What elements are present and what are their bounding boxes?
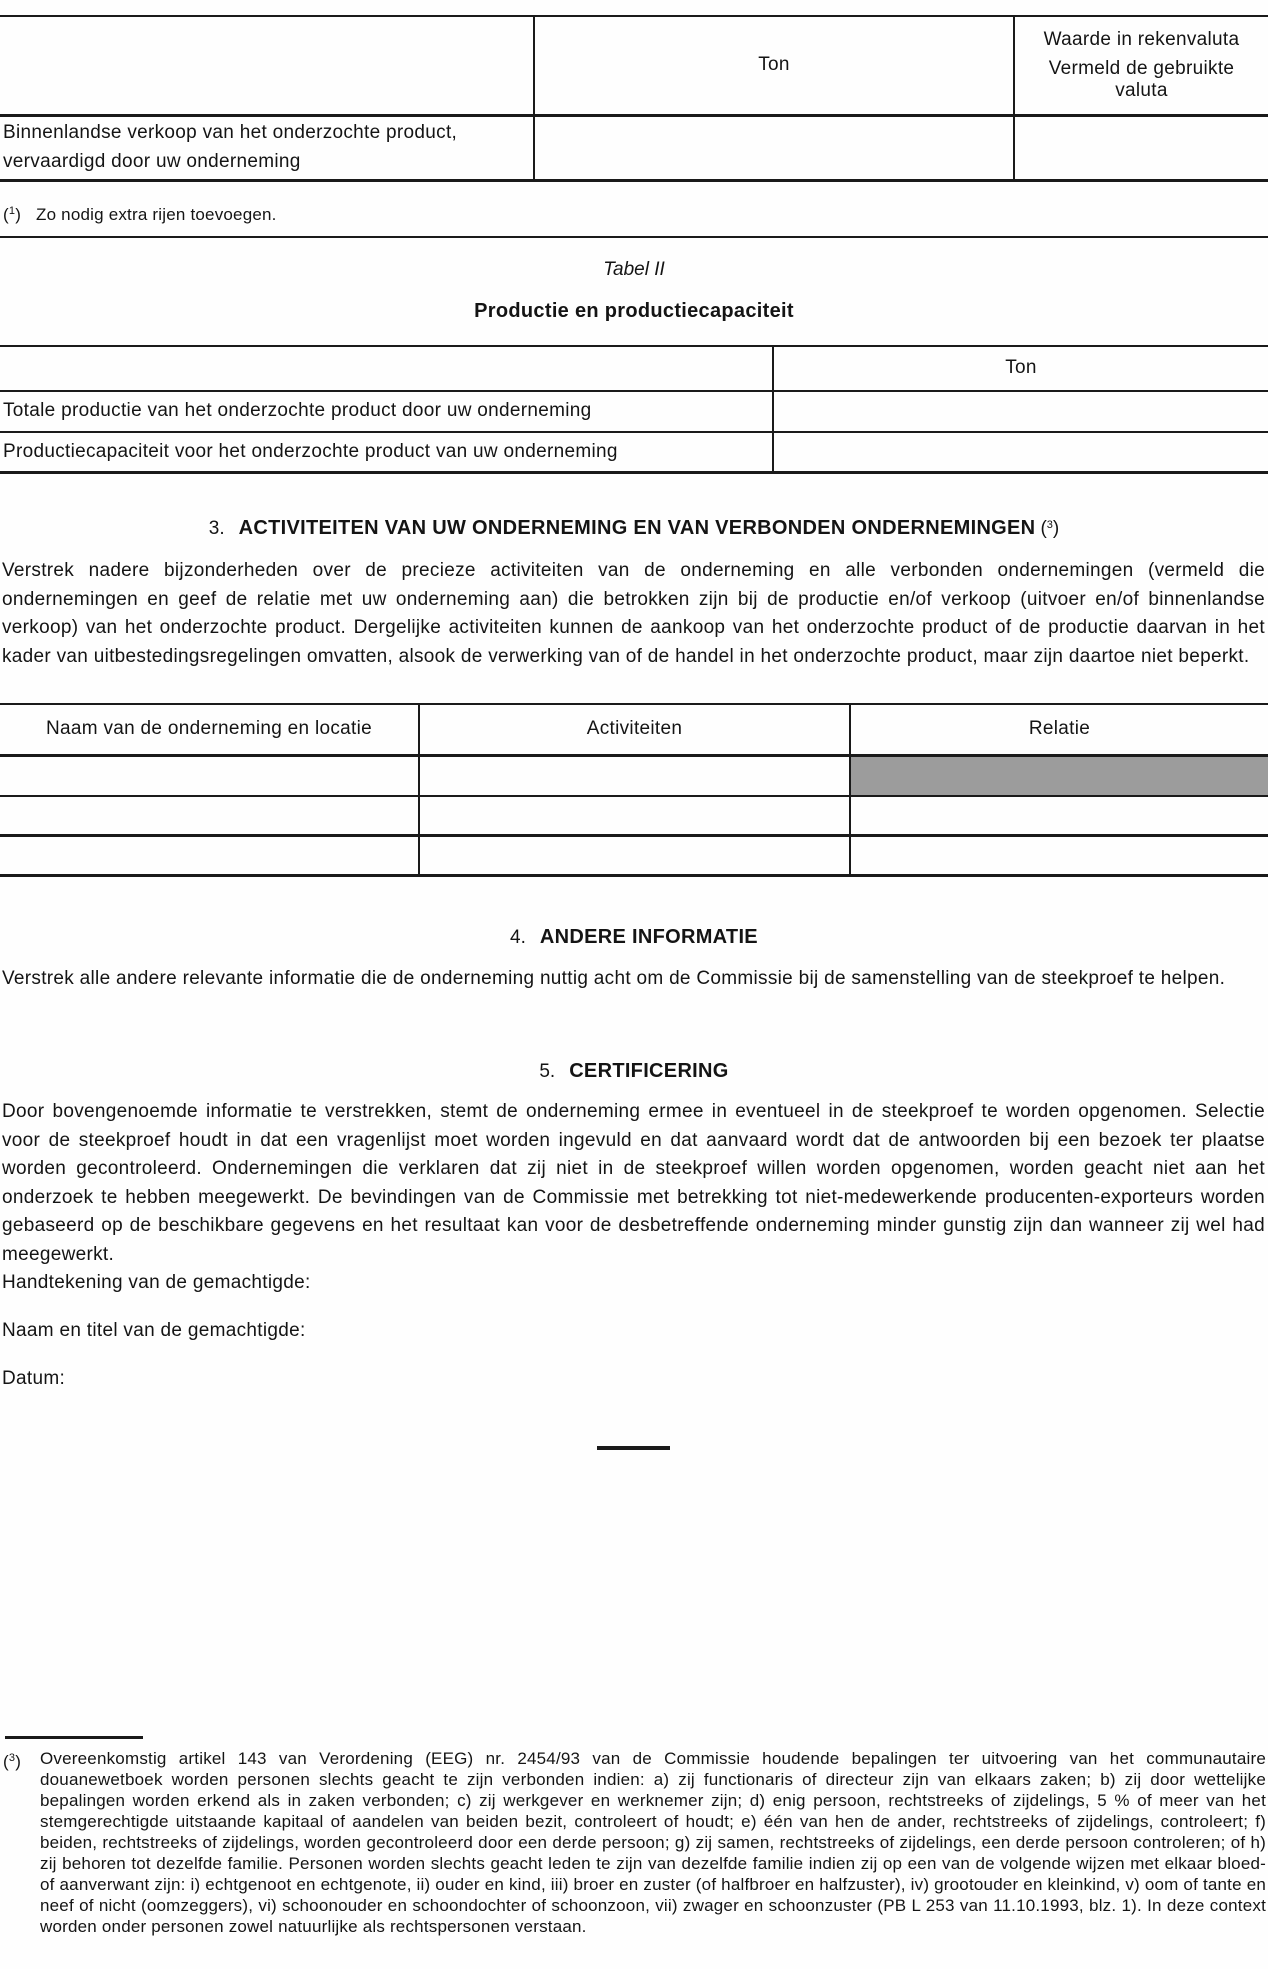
related-header-name: Naam van de onderneming en locatie xyxy=(45,718,372,740)
section4-number: 4. xyxy=(510,927,526,948)
sales-row-ton-cell xyxy=(533,117,1013,179)
production-row-total xyxy=(0,392,1268,433)
related-table-header-row xyxy=(0,705,1268,757)
table1-footnote xyxy=(3,201,277,225)
production-row-capacity xyxy=(0,433,1268,474)
related-table-row-2 xyxy=(0,797,1268,837)
sales-row-value-cell xyxy=(1013,117,1268,179)
section4-heading xyxy=(0,926,1268,949)
related-row3-name-cell xyxy=(0,837,418,874)
footnote-separator-rule xyxy=(5,1736,143,1739)
related-row2-relation-cell xyxy=(849,797,1268,834)
section3-footnote-ref: ($^3$) xyxy=(1040,518,1060,539)
related-companies-table xyxy=(0,703,1268,877)
value-header-line1: Waarde in rekenvaluta xyxy=(1043,29,1240,50)
sales-table xyxy=(0,15,1268,182)
value-header-line2: Vermeld de gebruikte valuta xyxy=(1048,58,1235,101)
section3-paragraph: Verstrek nadere bijzonderheden over de precieze activiteiten van de onderneming en alle verbonden ondernemingen (vermeld die ondernemingen en geef de relatie met uw onderneming aan) die betrokken zijn bij de productie en/of verkoop (uitvoer en/of binnenlandse verkoop) van het onderzochte product. Dergelijke activiteiten kunnen de aankoop van het onderzochte product of de productie daarvan in het kader van uitbestedingsregelingen omvatten, alsook de verwerking van of de handel in het onderzochte product, maar zijn daartoe niet beperkt. xyxy=(2,560,1265,667)
related-header-relation: Relatie xyxy=(849,705,1268,754)
related-row3-activities-cell xyxy=(418,837,849,874)
footnote1-text: Zo nodig extra rijen toevoegen. xyxy=(36,205,277,224)
related-row2-activities-cell xyxy=(418,797,849,834)
production-table xyxy=(0,345,1268,474)
production-row-capacity-value-cell xyxy=(772,433,1268,471)
section5-number: 5. xyxy=(539,1061,556,1082)
production-table-header-row xyxy=(0,347,1268,392)
sales-table-header-row xyxy=(0,17,1268,117)
footnote3-text: Overeenkomstig artikel 143 van Verordening (EEG) nr. 2454/93 van de Commissie houdende bepalingen ter uitvoering van het communautaire douanewetboek worden personen slechts geacht te zijn verbonden indien: a) zij functionaris of directeur zijn van elkaars zaken; b) zij door wettelijke bepalingen worden erkend als in zaken verbonden; c) zij werkgever en werknemer zijn; d) enig persoon, rechtstreeks of zijdelings, 5 % of meer van het stemgerechtigde uitstaande kapitaal of aandelen van beiden bezit, controleert of houdt; e) één van hen de ander, rechtstreeks of zijdelings, controleert; f) beiden, rechtstreeks of zijdelings, worden gecontroleerd door een derde persoon; g) zij samen, rechtstreeks of zijdelings, een derde persoon controleren; of h) zij behoren tot dezelfde familie. Personen worden slechts geacht leden te zijn van dezelfde familie indien zij op een van de volgende wijzen met elkaar bloed- of aanverwant zijn: i) echtgenoot en echtgenote, ii) ouder en kind, iii) broer en zuster (of halfbroer en halfzuster), iv) grootouder en kleinkind, v) oom of tante en neef of nicht (oomzeggers), vi) schoonouder en schoondochter of schoonzoon, vii) zwager en schoonzuster (PB L 253 van 11.10.1993, blz. 1). In deze context worden onder personen zowel natuurlijke als rechtspersonen verstaan. xyxy=(40,1749,1266,1936)
related-table-row-1 xyxy=(0,757,1268,797)
footnote3 xyxy=(3,1748,1266,1937)
related-row2-name-cell xyxy=(0,797,418,834)
production-row-total-value-cell xyxy=(772,392,1268,431)
table2-caption-title: Productie en productiecapaciteit xyxy=(474,300,794,322)
section-divider-rule xyxy=(0,236,1268,238)
related-row3-relation-cell xyxy=(849,837,1268,874)
end-of-text-rule xyxy=(597,1446,670,1450)
sales-table-header-value xyxy=(1013,17,1268,114)
section3-title: ACTIVITEITEN VAN UW ONDERNEMING EN VAN VERBONDEN ONDERNEMINGEN xyxy=(238,517,1036,539)
production-row-capacity-label: Productiecapaciteit voor het onderzochte product van uw onderneming xyxy=(3,440,618,462)
related-row1-activities-cell xyxy=(418,757,849,795)
production-header-ton: Ton xyxy=(772,347,1268,390)
production-row-total-label: Totale productie van het onderzochte product door uw onderneming xyxy=(3,400,592,422)
footnote3-marker: ($^3$) xyxy=(3,1752,22,1771)
section4-title: ANDERE INFORMATIE xyxy=(539,926,758,948)
related-table-row-3 xyxy=(0,837,1268,877)
related-header-activities: Activiteiten xyxy=(418,705,849,754)
section4-paragraph: Verstrek alle andere relevante informatie die de onderneming nuttig acht om de Commissie bij de samenstelling van de steekproef te helpen. xyxy=(2,968,1226,989)
sales-table-header-ton: Ton xyxy=(533,17,1013,114)
section5-title: CERTIFICERING xyxy=(569,1060,729,1082)
date-label: Datum: xyxy=(2,1368,66,1389)
sales-row-label: Binnenlandse verkoop van het onderzochte product, vervaardigd door uw onderneming xyxy=(3,122,458,172)
section3-heading xyxy=(0,517,1268,540)
signature-label: Handtekening van de gemachtigde: xyxy=(2,1272,311,1293)
related-row1-relation-cell-shaded xyxy=(849,757,1268,795)
production-header-empty-cell xyxy=(0,347,772,390)
section5-heading xyxy=(0,1060,1268,1083)
related-row1-name-cell xyxy=(0,757,418,795)
table2-caption-number: Tabel II xyxy=(603,259,665,280)
footnote1-marker: ($^1$) xyxy=(3,205,22,224)
section3-number: 3. xyxy=(208,518,225,539)
sales-table-data-row xyxy=(0,117,1268,182)
section5-paragraph: Door bovengenoemde informatie te verstrekken, stemt de onderneming ermee in eventueel in de steekproef te worden opgenomen. Selectie voor de steekproef houdt in dat een vragenlijst moet worden ingevuld en dat aanvaard wordt dat de antwoorden bij een bezoek ter plaatse worden gecontroleerd. Ondernemingen die verklaren dat zij niet in de steekproef willen worden opgenomen, worden geacht niet aan het onderzoek te hebben meegewerkt. De bevindingen van de Commissie met betrekking tot niet-medewerkende producenten-exporteurs worden gebaseerd op de beschikbare gegevens en het resultaat kan voor de desbetreffende onderneming minder gunstig zijn dan wanneer zij wel had meegewerkt. xyxy=(2,1101,1265,1265)
sales-table-header-empty-cell xyxy=(0,17,533,114)
name-title-label: Naam en titel van de gemachtigde: xyxy=(2,1320,306,1341)
